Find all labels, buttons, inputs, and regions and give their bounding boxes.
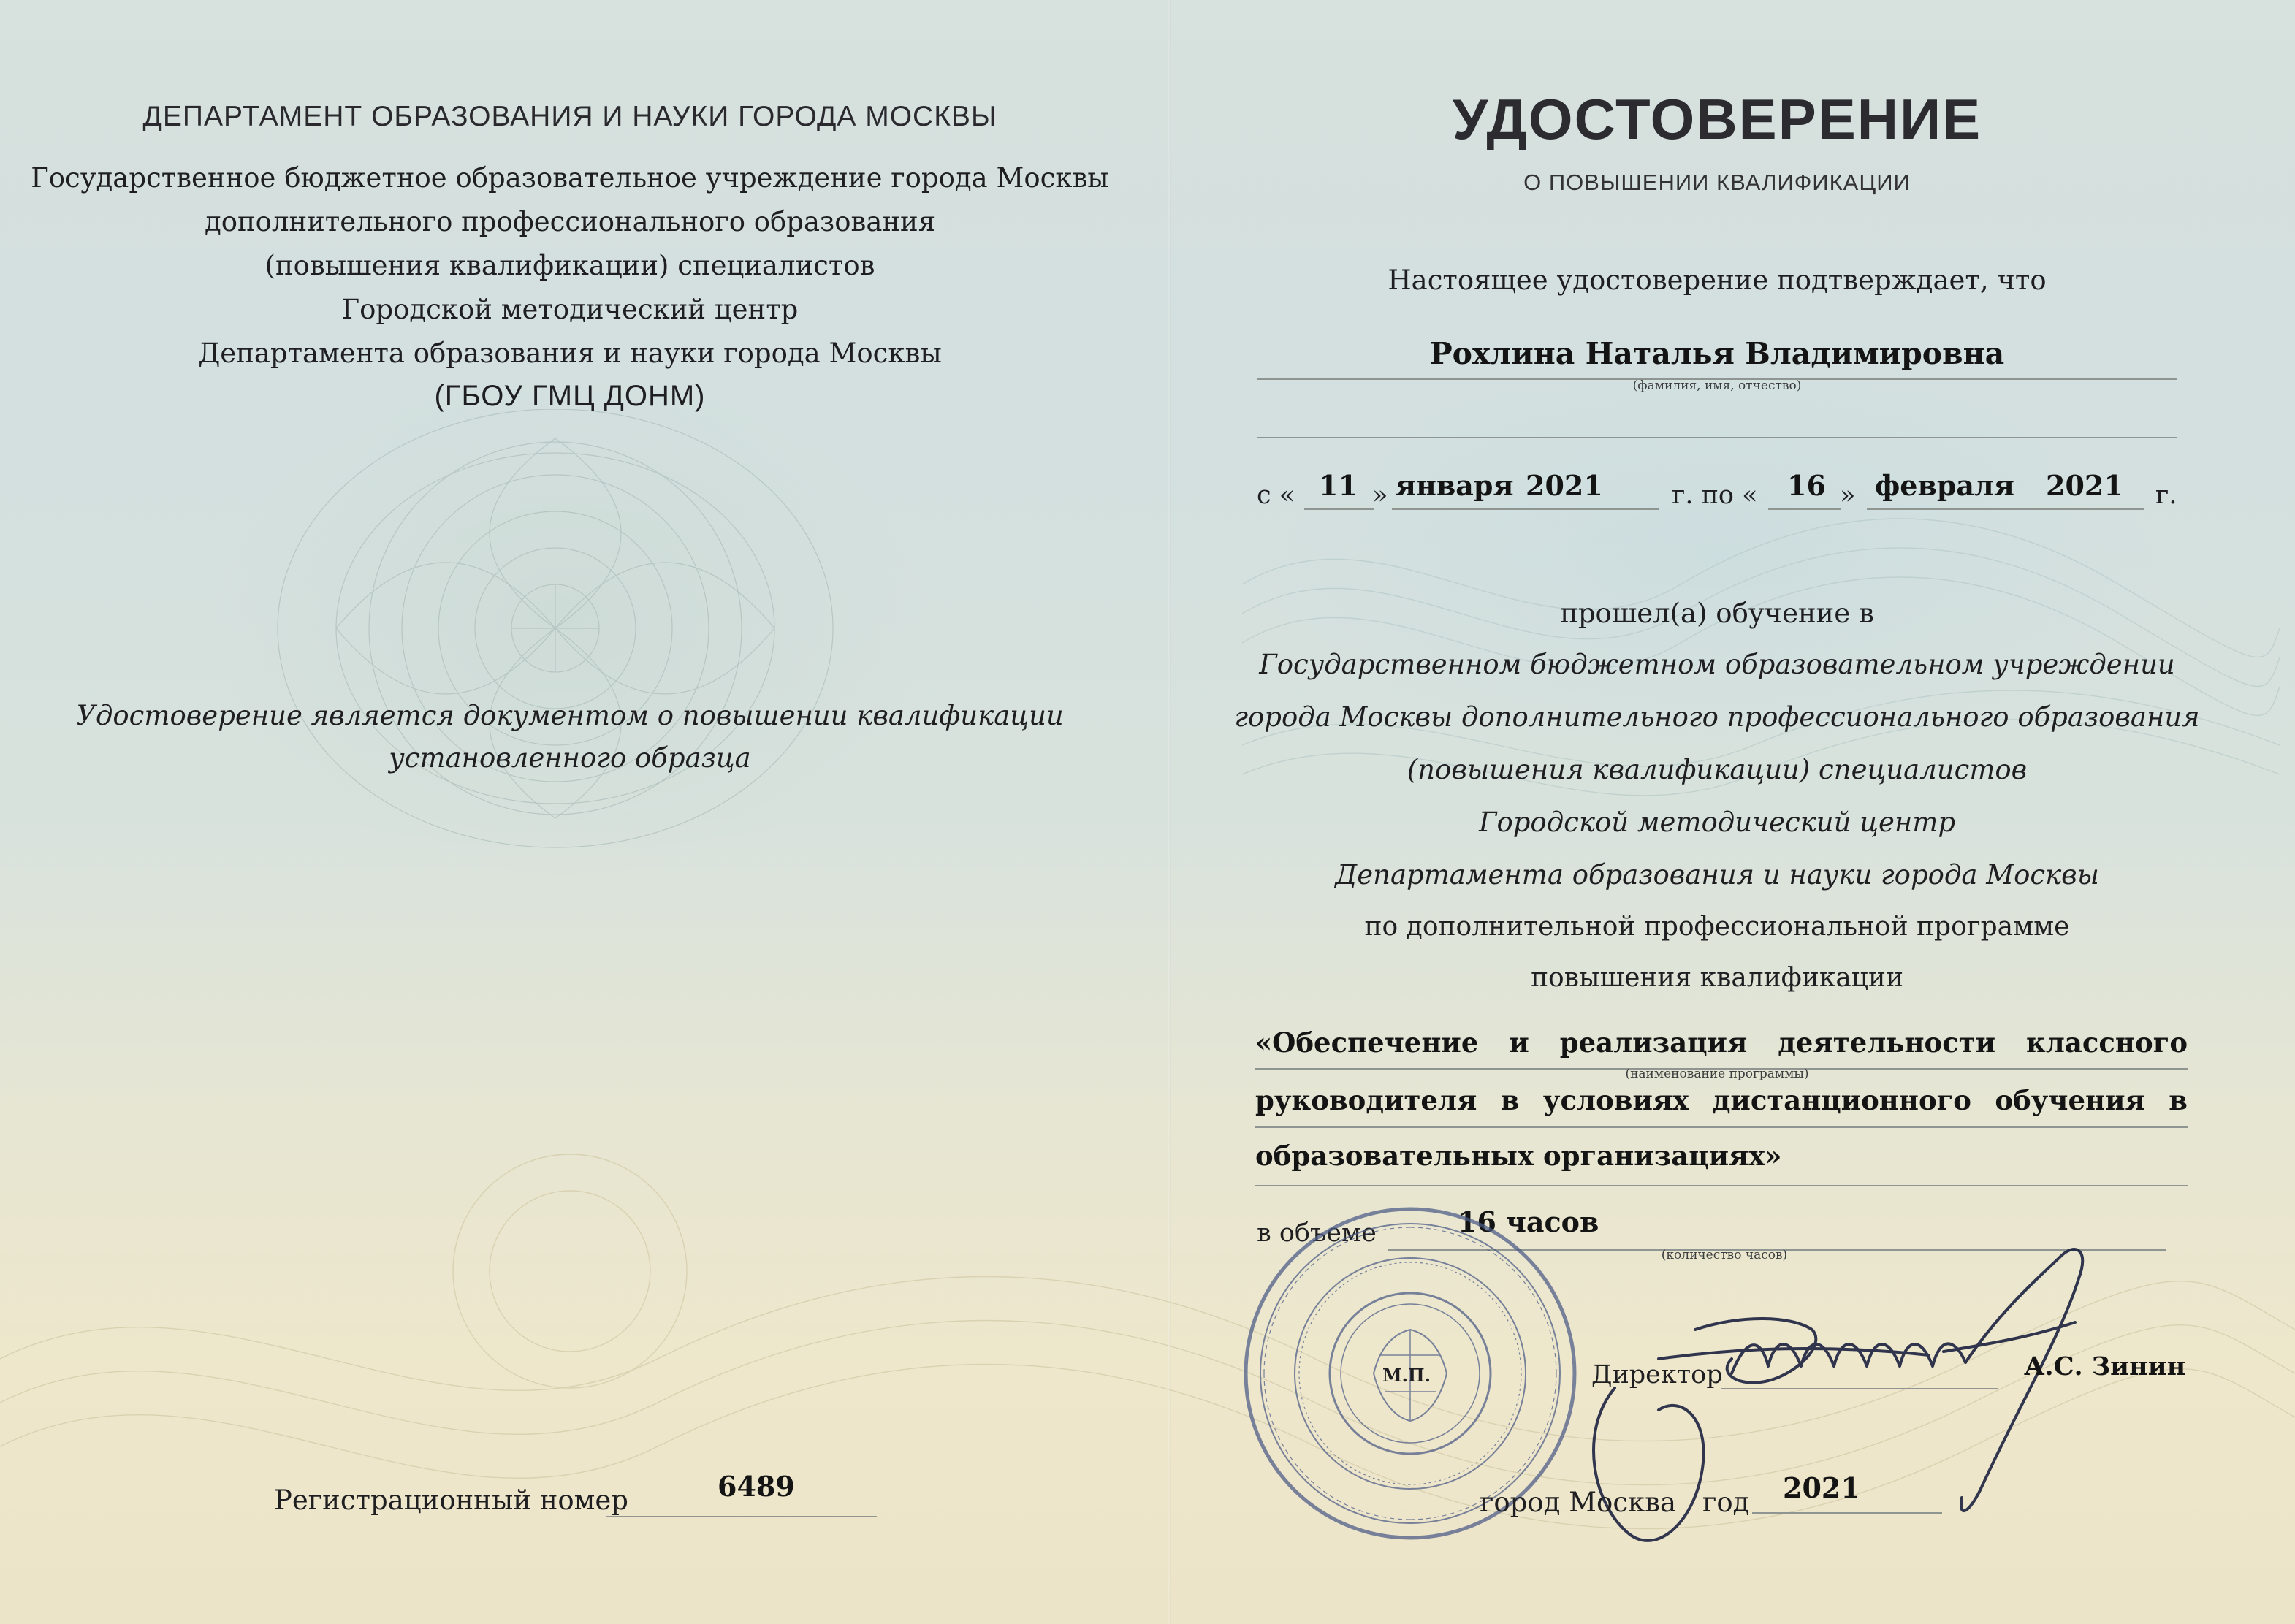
program-line-2: повышения квалификации [1531,963,1903,993]
school-line-1: Государственном бюджетном образовательном учреждении [1259,649,2175,680]
department-heading: ДЕПАРТАМЕНТ ОБРАЗОВАНИЯ И НАУКИ ГОРОДА МОСКВЫ [142,101,997,132]
director-signature [1549,1227,2148,1571]
date-from-close: » [1372,481,1388,510]
program-line-1: по дополнительной профессиональной программе [1364,912,2070,942]
certificate-subtitle: О ПОВЫШЕНИИ КВАЛИФИКАЦИИ [1523,169,1911,195]
director-name: А.С. Зинин [2024,1352,2186,1381]
program-line-c [1255,1185,2188,1186]
date-suffix: г. [2155,481,2177,510]
stamp-place-label: М.П. [1382,1365,1431,1386]
from-date-line [1392,508,1659,510]
program-line-b [1255,1126,2188,1128]
program-title-line-1: «Обеспечение и реализация деятельности классного [1255,1026,2188,1059]
year-label: год [1702,1487,1750,1518]
rosette-pattern [219,409,891,964]
date-to-year: 2021 [2046,469,2123,502]
date-from-month: января [1396,469,1514,502]
date-to-month: февраля [1875,469,2014,502]
page-fold [1168,0,1171,1624]
volume-value: 16 часов [1458,1205,1599,1238]
reg-number-value: 6489 [718,1470,795,1503]
org-line-1: Государственное бюджетное образовательное учреждение города Москвы [31,162,1109,194]
volume-caption: (количество часов) [1661,1248,1788,1262]
note-line-1: Удостоверение является документом о повышении квалификации [76,700,1064,731]
school-line-4: Городской методический центр [1478,807,1956,838]
full-name: Рохлина Наталья Владимировна [1429,336,2005,371]
program-caption: (наименование программы) [1625,1067,1809,1081]
school-line-3: (повышения квалификации) специалистов [1407,754,2028,785]
city-label: город Москва [1480,1487,1677,1518]
name-caption: (фамилия, имя, отчество) [1632,378,1802,393]
org-line-4: Городской методический центр [341,294,799,325]
org-line-2: дополнительного профессионального образования [204,206,936,237]
to-date-line [1867,508,2144,510]
passed-text: прошел(а) обучение в [1560,598,1874,629]
org-line-5: Департамента образования и науки города Москвы [198,338,942,369]
volume-label: в объеме [1257,1219,1377,1248]
program-title-line-2: руководителя в условиях дистанционного обучения в [1255,1084,2188,1116]
reg-number-label: Регистрационный номер [274,1484,628,1516]
note-line-2: установленного образца [389,742,751,774]
to-day-line [1768,508,1841,510]
name-line-2 [1257,437,2177,438]
date-to-day: 16 [1787,469,1826,502]
org-abbreviation: (ГБОУ ГМЦ ДОНМ) [434,380,706,412]
bottom-pattern [0,1140,2295,1622]
date-from-year: 2021 [1526,469,1603,502]
school-line-5: Департамента образования и науки города Москвы [1335,859,2099,891]
certificate-title: УДОСТОВЕРЕНИЕ [1452,87,1982,151]
date-from-prefix: с « [1257,481,1295,510]
date-from-day: 11 [1319,469,1358,502]
org-line-3: (повышения квалификации) специалистов [264,250,875,281]
reg-number-line [606,1516,877,1517]
date-mid: г. по « [1672,481,1758,510]
date-to-close: » [1840,481,1856,510]
signature-line [1721,1388,1998,1389]
year-line [1752,1512,1942,1514]
from-day-line [1304,508,1374,510]
director-label: Директор [1591,1360,1723,1389]
year-value: 2021 [1783,1471,1860,1504]
school-line-2: города Москвы дополнительного профессионального образования [1234,701,2200,733]
confirm-text: Настоящее удостоверение подтверждает, что [1388,264,2047,296]
program-title-line-3: образовательных организациях» [1255,1140,1782,1172]
